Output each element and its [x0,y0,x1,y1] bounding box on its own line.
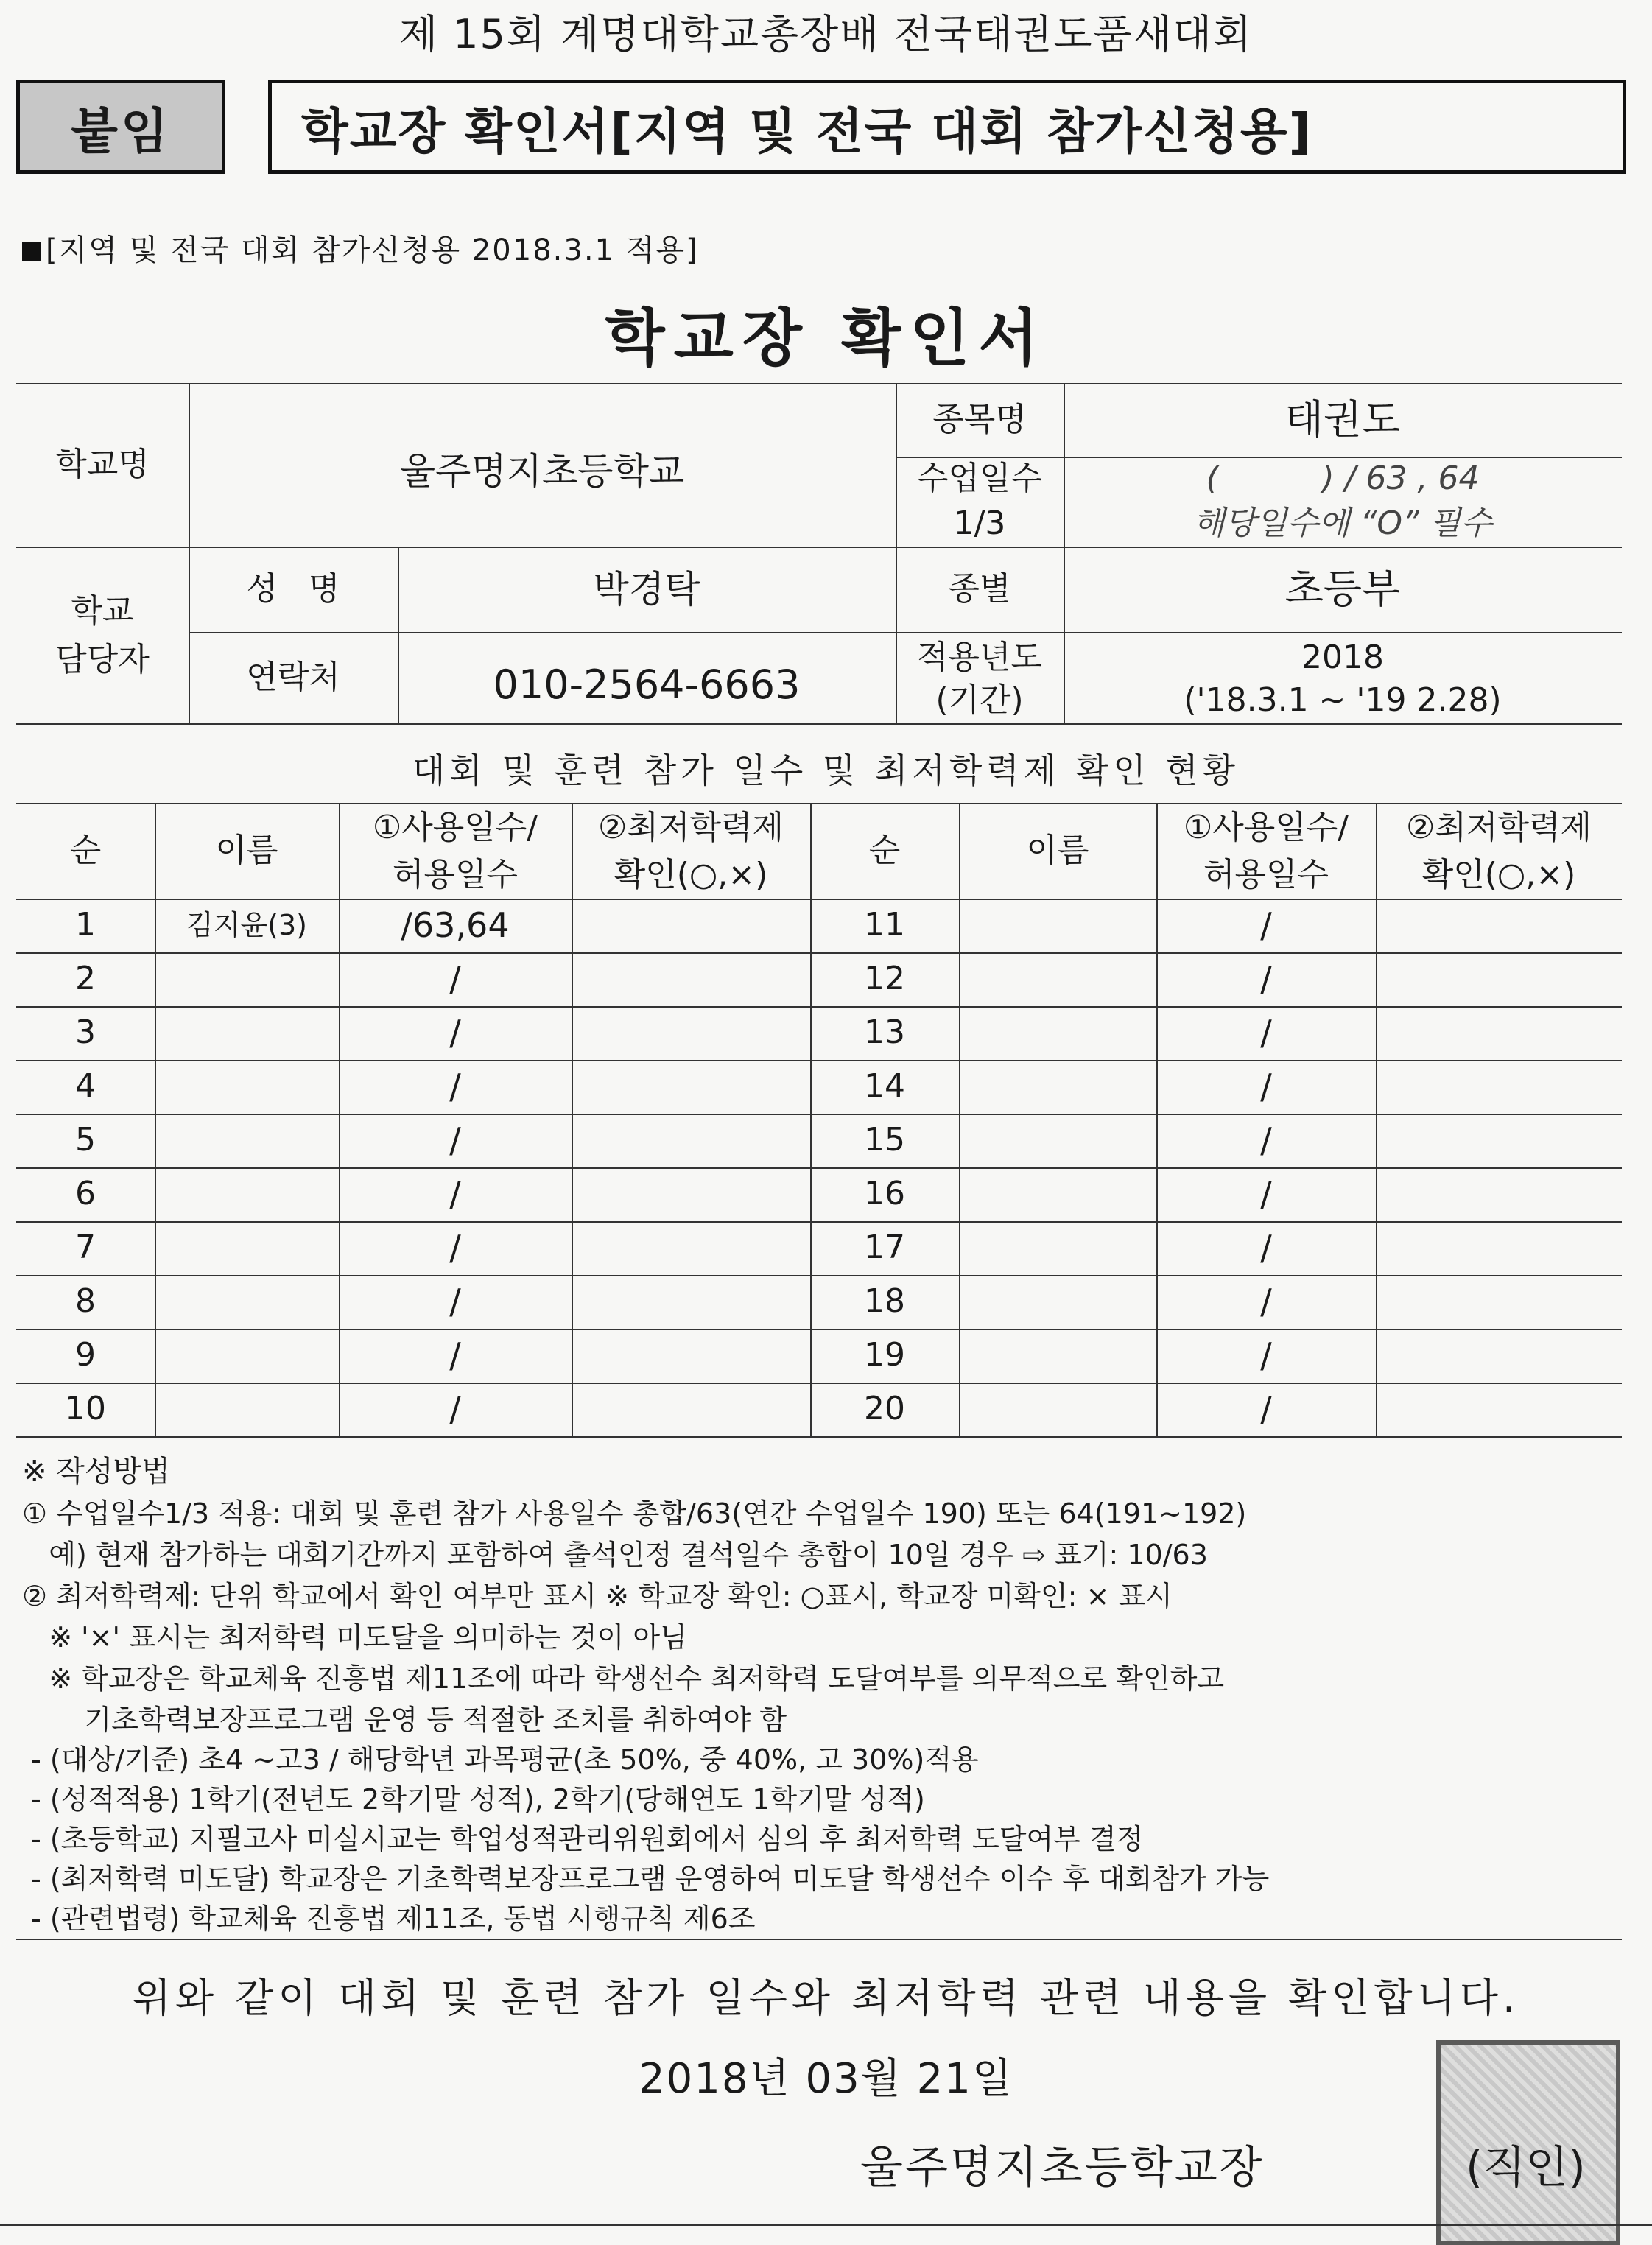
row-number: 17 [864,1229,905,1267]
participant-name [959,1060,1156,1114]
attachment-label: 붙임 [16,80,225,174]
row-divider [16,1436,1622,1438]
col-days-header-1: ①사용일수/ [372,808,538,846]
note-line [22,227,699,269]
method-heading: ※ 작성방법 [22,1455,170,1489]
section-title: 대회 및 훈련 참가 일수 및 최저학력제 확인 현황 [412,751,1240,790]
col-name-header: 이름 [215,831,278,869]
row-number: 13 [864,1013,905,1052]
used-days: / [449,958,461,999]
col-no-header-right: 순 [868,831,901,869]
event-title: 제 15회 계명대학교총장배 전국태권도품새대회 [398,11,1254,57]
participant-name [959,1221,1156,1275]
academic-check [572,1275,810,1329]
used-days: / [1260,1012,1272,1053]
seal-label: (직인) [1466,2142,1586,2193]
used-days: / [1260,1066,1272,1106]
method-line: - (대상/기준) 초4 ~고3 / 해당학년 과목평균(초 50%, 중 40%, 고 30%)적용 [22,1743,979,1776]
attachment-title: 학교장 확인서[지역 및 전국 대회 참가신청용] [268,80,1626,174]
participant-name [155,1060,339,1114]
participant-name [959,1329,1156,1383]
used-days: / [1260,1335,1272,1375]
academic-check [1376,1221,1622,1275]
participant-name [959,1114,1156,1167]
row-number: 15 [864,1121,905,1159]
academic-check [1376,952,1622,1006]
used-days: / [1260,904,1272,945]
row-number: 5 [75,1121,96,1159]
used-days: / [449,1388,461,1429]
row-number: 18 [864,1282,905,1321]
participant-name [155,952,339,1006]
bottom-rule [0,2224,1652,2226]
row-number: 14 [864,1067,905,1106]
academic-check [1376,899,1622,952]
used-days: / [1260,1388,1272,1429]
method-line: 기초학력보장프로그램 운영 등 적절한 조치를 취하여야 함 [22,1704,787,1736]
academic-check [1376,1329,1622,1383]
division-label: 종별 [948,569,1011,608]
school-name-label: 학교명 [55,445,150,483]
col-name-header-right: 이름 [1026,831,1089,869]
academic-check [572,1167,810,1221]
method-line: - (관련법령) 학교체육 진흥법 제11조, 동법 시행규칙 제6조 [22,1903,756,1935]
manager-label-1: 학교 [71,591,134,630]
participant-name [959,952,1156,1006]
academic-check [572,1060,810,1114]
used-days: / [449,1227,461,1268]
row-number: 12 [864,960,905,998]
class-days-ratio-label: 1/3 [953,504,1006,542]
method-line: 예) 현재 참가하는 대회기간까지 포함하여 출석인정 결석일수 총합이 10일 경우 ⇨ 표기: 10/63 [22,1539,1208,1571]
sport-label: 종목명 [932,400,1027,438]
participant-name [959,1275,1156,1329]
academic-check [572,899,810,952]
name-label: 성 명 [246,569,340,608]
col-acad-header-right-1: ②최저학력제 [1406,808,1592,846]
academic-check [572,1329,810,1383]
method-line: ※ 학교장은 학교체육 진흥법 제11조에 따라 학생선수 최저학력 도달여부를 의무적으로 확인하고 [22,1662,1225,1695]
method-line: ① 수업일수1/3 적용: 대회 및 훈련 참가 사용일수 총합/63(연간 수업일수 190) 또는 64(191~192) [22,1497,1247,1530]
row-number: 8 [75,1282,96,1321]
division-value: 초등부 [1284,565,1401,612]
col-acad-header-2: 확인(○,×) [614,855,768,893]
academic-check [1376,1275,1622,1329]
class-days-hint: 해당일수에 “O” 필수 [1193,504,1492,542]
used-days: / [1260,1227,1272,1268]
participant-name [959,1167,1156,1221]
academic-check [1376,1114,1622,1167]
row-number: 3 [75,1013,96,1052]
class-days-value: ( ) / 63 , 64 [1206,459,1480,497]
used-days: / [449,1012,461,1053]
participant-name [959,1006,1156,1060]
period-label-1: 적용년도 [916,638,1042,676]
note-text: [지역 및 전국 대회 참가신청용 2018.3.1 적용] [46,233,699,267]
confirmation-text: 위와 같이 대회 및 훈련 참가 일수와 최저학력 관련 내용을 확인합니다. [132,1975,1520,2021]
academic-check [572,1006,810,1060]
participant-name [155,1329,339,1383]
school-name-value: 울주명지초등학교 [399,450,685,493]
method-line: ② 최저학력제: 단위 학교에서 확인 여부만 표시 ※ 학교장 확인: ○표시, 학교장 미확인: × 표시 [22,1580,1173,1612]
contact-value: 010-2564-6663 [493,661,801,708]
row-number: 10 [65,1390,106,1428]
participant-name [155,1275,339,1329]
used-days: / [1260,1173,1272,1214]
issue-date: 2018년 03월 21일 [639,2055,1013,2103]
used-days: / [449,1120,461,1160]
method-line: - (최저학력 미도달) 학교장은 기초학력보장프로그램 운영하여 미도달 학생선수 이수 후 대회참가 가능 [22,1863,1270,1895]
col-days-header-right-2: 허용일수 [1203,855,1329,893]
participant-name [155,1221,339,1275]
method-line: - (성적적용) 1학기(전년도 2학기말 성적), 2학기(당해연도 1학기말 성적) [22,1783,925,1816]
academic-check [1376,1006,1622,1060]
row-number: 20 [864,1390,905,1428]
participant-name [155,1167,339,1221]
col-acad-header-right-2: 확인(○,×) [1421,855,1576,893]
document-title: 학교장 확인서 [605,302,1047,374]
sport-value: 태권도 [1284,396,1401,443]
row-number: 19 [864,1336,905,1374]
period-label-2: (기간) [935,681,1024,719]
divider [16,1939,1622,1940]
principal-name: 울주명지초등학교장 [860,2142,1265,2193]
academic-check [572,952,810,1006]
row-number: 4 [75,1067,96,1106]
used-days: / [1260,1120,1272,1160]
used-days: / [1260,958,1272,999]
participant-name [959,899,1156,952]
method-line: - (초등학교) 지필고사 미실시교는 학업성적관리위원회에서 심의 후 최저학력 도달여부 결정 [22,1823,1144,1855]
academic-check [1376,1167,1622,1221]
row-number: 9 [75,1336,96,1374]
academic-check [1376,1383,1622,1436]
used-days: / [449,1066,461,1106]
col-days-header-right-1: ①사용일수/ [1183,808,1349,846]
academic-check [572,1114,810,1167]
academic-check [1376,1060,1622,1114]
participant-name [155,1383,339,1436]
contact-label: 연락처 [246,658,340,696]
row-number: 7 [75,1229,96,1267]
col-days-header-2: 허용일수 [392,855,518,893]
manager-label-2: 담당자 [55,640,150,678]
row-number: 1 [75,906,96,944]
used-days: / [449,1335,461,1375]
used-days: /63,64 [401,904,510,945]
name-value: 박경탁 [593,568,700,611]
class-days-label: 수업일수 [916,459,1042,497]
square-bullet-icon [22,242,41,261]
used-days: / [1260,1281,1272,1321]
participant-name: 김지윤(3) [186,908,307,941]
participant-name [155,1114,339,1167]
row-number: 16 [864,1175,905,1213]
col-no-header: 순 [69,831,102,869]
academic-check [572,1383,810,1436]
period-year: 2018 [1301,638,1384,676]
used-days: / [449,1281,461,1321]
method-line: ※ '×' 표시는 최저학력 미도달을 의미하는 것이 아님 [22,1621,687,1654]
col-acad-header-1: ②최저학력제 [598,808,784,846]
participant-name [959,1383,1156,1436]
used-days: / [449,1173,461,1214]
row-number: 6 [75,1175,96,1213]
row-number: 2 [75,960,96,998]
participant-name [155,1006,339,1060]
period-range: ('18.3.1 ~ '19 2.28) [1184,681,1502,719]
row-number: 11 [864,906,905,944]
academic-check [572,1221,810,1275]
